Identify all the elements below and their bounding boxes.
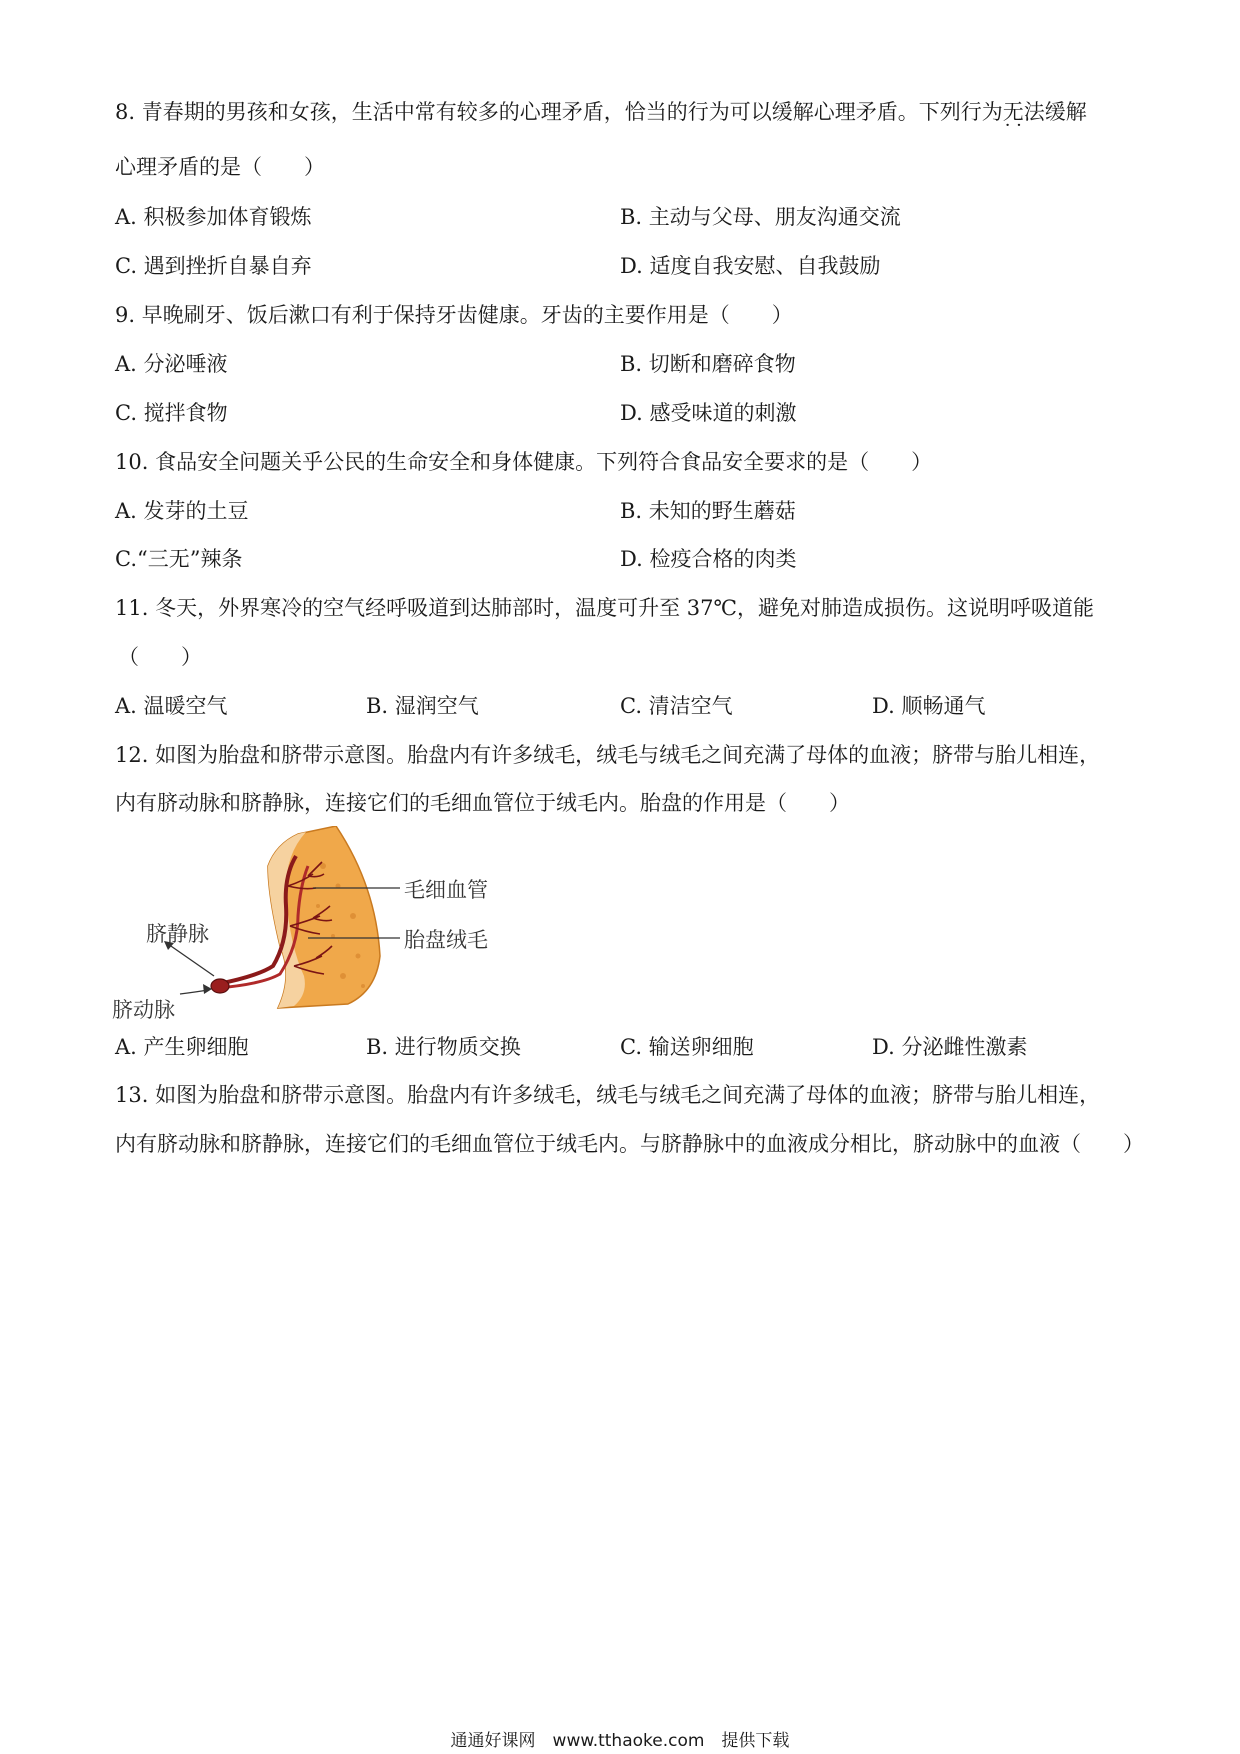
q8-option-b: B. 主动与父母、朋友沟通交流 — [620, 205, 901, 229]
q11-option-a: A. 温暖空气 — [115, 694, 228, 718]
q8-stem-line1 — [115, 98, 1087, 126]
q12-stem-line1: 12. 如图为胎盘和脐带示意图。胎盘内有许多绒毛，绒毛与绒毛之间充满了母体的血液；脐带与胎儿相连， — [115, 743, 1101, 767]
q8-stem-line2: 心理矛盾的是（ ） — [115, 155, 325, 179]
q11-option-d: D. 顺畅通气 — [872, 694, 986, 718]
q11-option-c: C. 清洁空气 — [620, 694, 733, 718]
q10-option-a: A. 发芽的土豆 — [115, 499, 249, 523]
label-umbilical-vein: 脐静脉 — [146, 922, 209, 946]
q12-option-d: D. 分泌雌性激素 — [872, 1035, 1028, 1059]
q13-stem-line1: 13. 如图为胎盘和脐带示意图。胎盘内有许多绒毛，绒毛与绒毛之间充满了母体的血液；脐带与胎儿相连， — [115, 1083, 1101, 1107]
q9-option-d: D. 感受味道的刺激 — [620, 401, 797, 425]
label-umbilical-artery: 脐动脉 — [112, 998, 175, 1022]
q8-option-a: A. 积极参加体育锻炼 — [115, 205, 312, 229]
label-capillary: 毛细血管 — [404, 878, 488, 902]
q12-option-a: A. 产生卵细胞 — [115, 1035, 249, 1059]
q9-option-c: C. 搅拌食物 — [115, 401, 228, 425]
q9-stem: 9. 早晚刷牙、饭后漱口有利于保持牙齿健康。牙齿的主要作用是（ ） — [115, 303, 793, 327]
q9-option-a: A. 分泌唾液 — [115, 352, 228, 376]
q12-option-b: B. 进行物质交换 — [366, 1035, 521, 1059]
label-placental-villi: 胎盘绒毛 — [404, 928, 488, 952]
q10-option-b: B. 未知的野生蘑菇 — [620, 499, 796, 523]
q8-stem-emphasis: 无法 · · — [1003, 98, 1045, 126]
q10-option-c: C.“三无”辣条 — [115, 547, 243, 571]
q9-option-b: B. 切断和磨碎食物 — [620, 352, 796, 376]
q12-option-c: C. 输送卵细胞 — [620, 1035, 754, 1059]
q10-option-d: D. 检疫合格的肉类 — [620, 547, 797, 571]
q8-stem-post: 缓解 — [1044, 100, 1087, 124]
q8-option-d: D. 适度自我安慰、自我鼓励 — [620, 254, 881, 278]
q10-stem: 10. 食品安全问题关乎公民的生命安全和身体健康。下列符合食品安全要求的是（ ） — [115, 450, 933, 474]
q12-stem-line2: 内有脐动脉和脐静脉，连接它们的毛细血管位于绒毛内。胎盘的作用是（ ） — [115, 791, 850, 815]
page-footer: 通通好课网 www.tthaoke.com 提供下载 — [450, 1731, 790, 1751]
placenta-umbilical-diagram — [108, 826, 528, 1026]
q8-option-c: C. 遇到挫折自暴自弃 — [115, 254, 312, 278]
q13-stem-line2: 内有脐动脉和脐静脉，连接它们的毛细血管位于绒毛内。与脐静脉中的血液成分相比，脐动脉中的血液（ ） — [115, 1132, 1144, 1156]
q11-option-b: B. 湿润空气 — [366, 694, 479, 718]
q11-stem-line2: （ ） — [118, 645, 202, 669]
q11-stem-line1: 11. 冬天，外界寒冷的空气经呼吸道到达肺部时，温度可升至 37℃，避免对肺造成损伤。这说明呼吸道能 — [115, 596, 1094, 620]
q8-stem-pre: 8. 青春期的男孩和女孩，生活中常有较多的心理矛盾，恰当的行为可以缓解心理矛盾。下列行为 — [115, 100, 1003, 124]
